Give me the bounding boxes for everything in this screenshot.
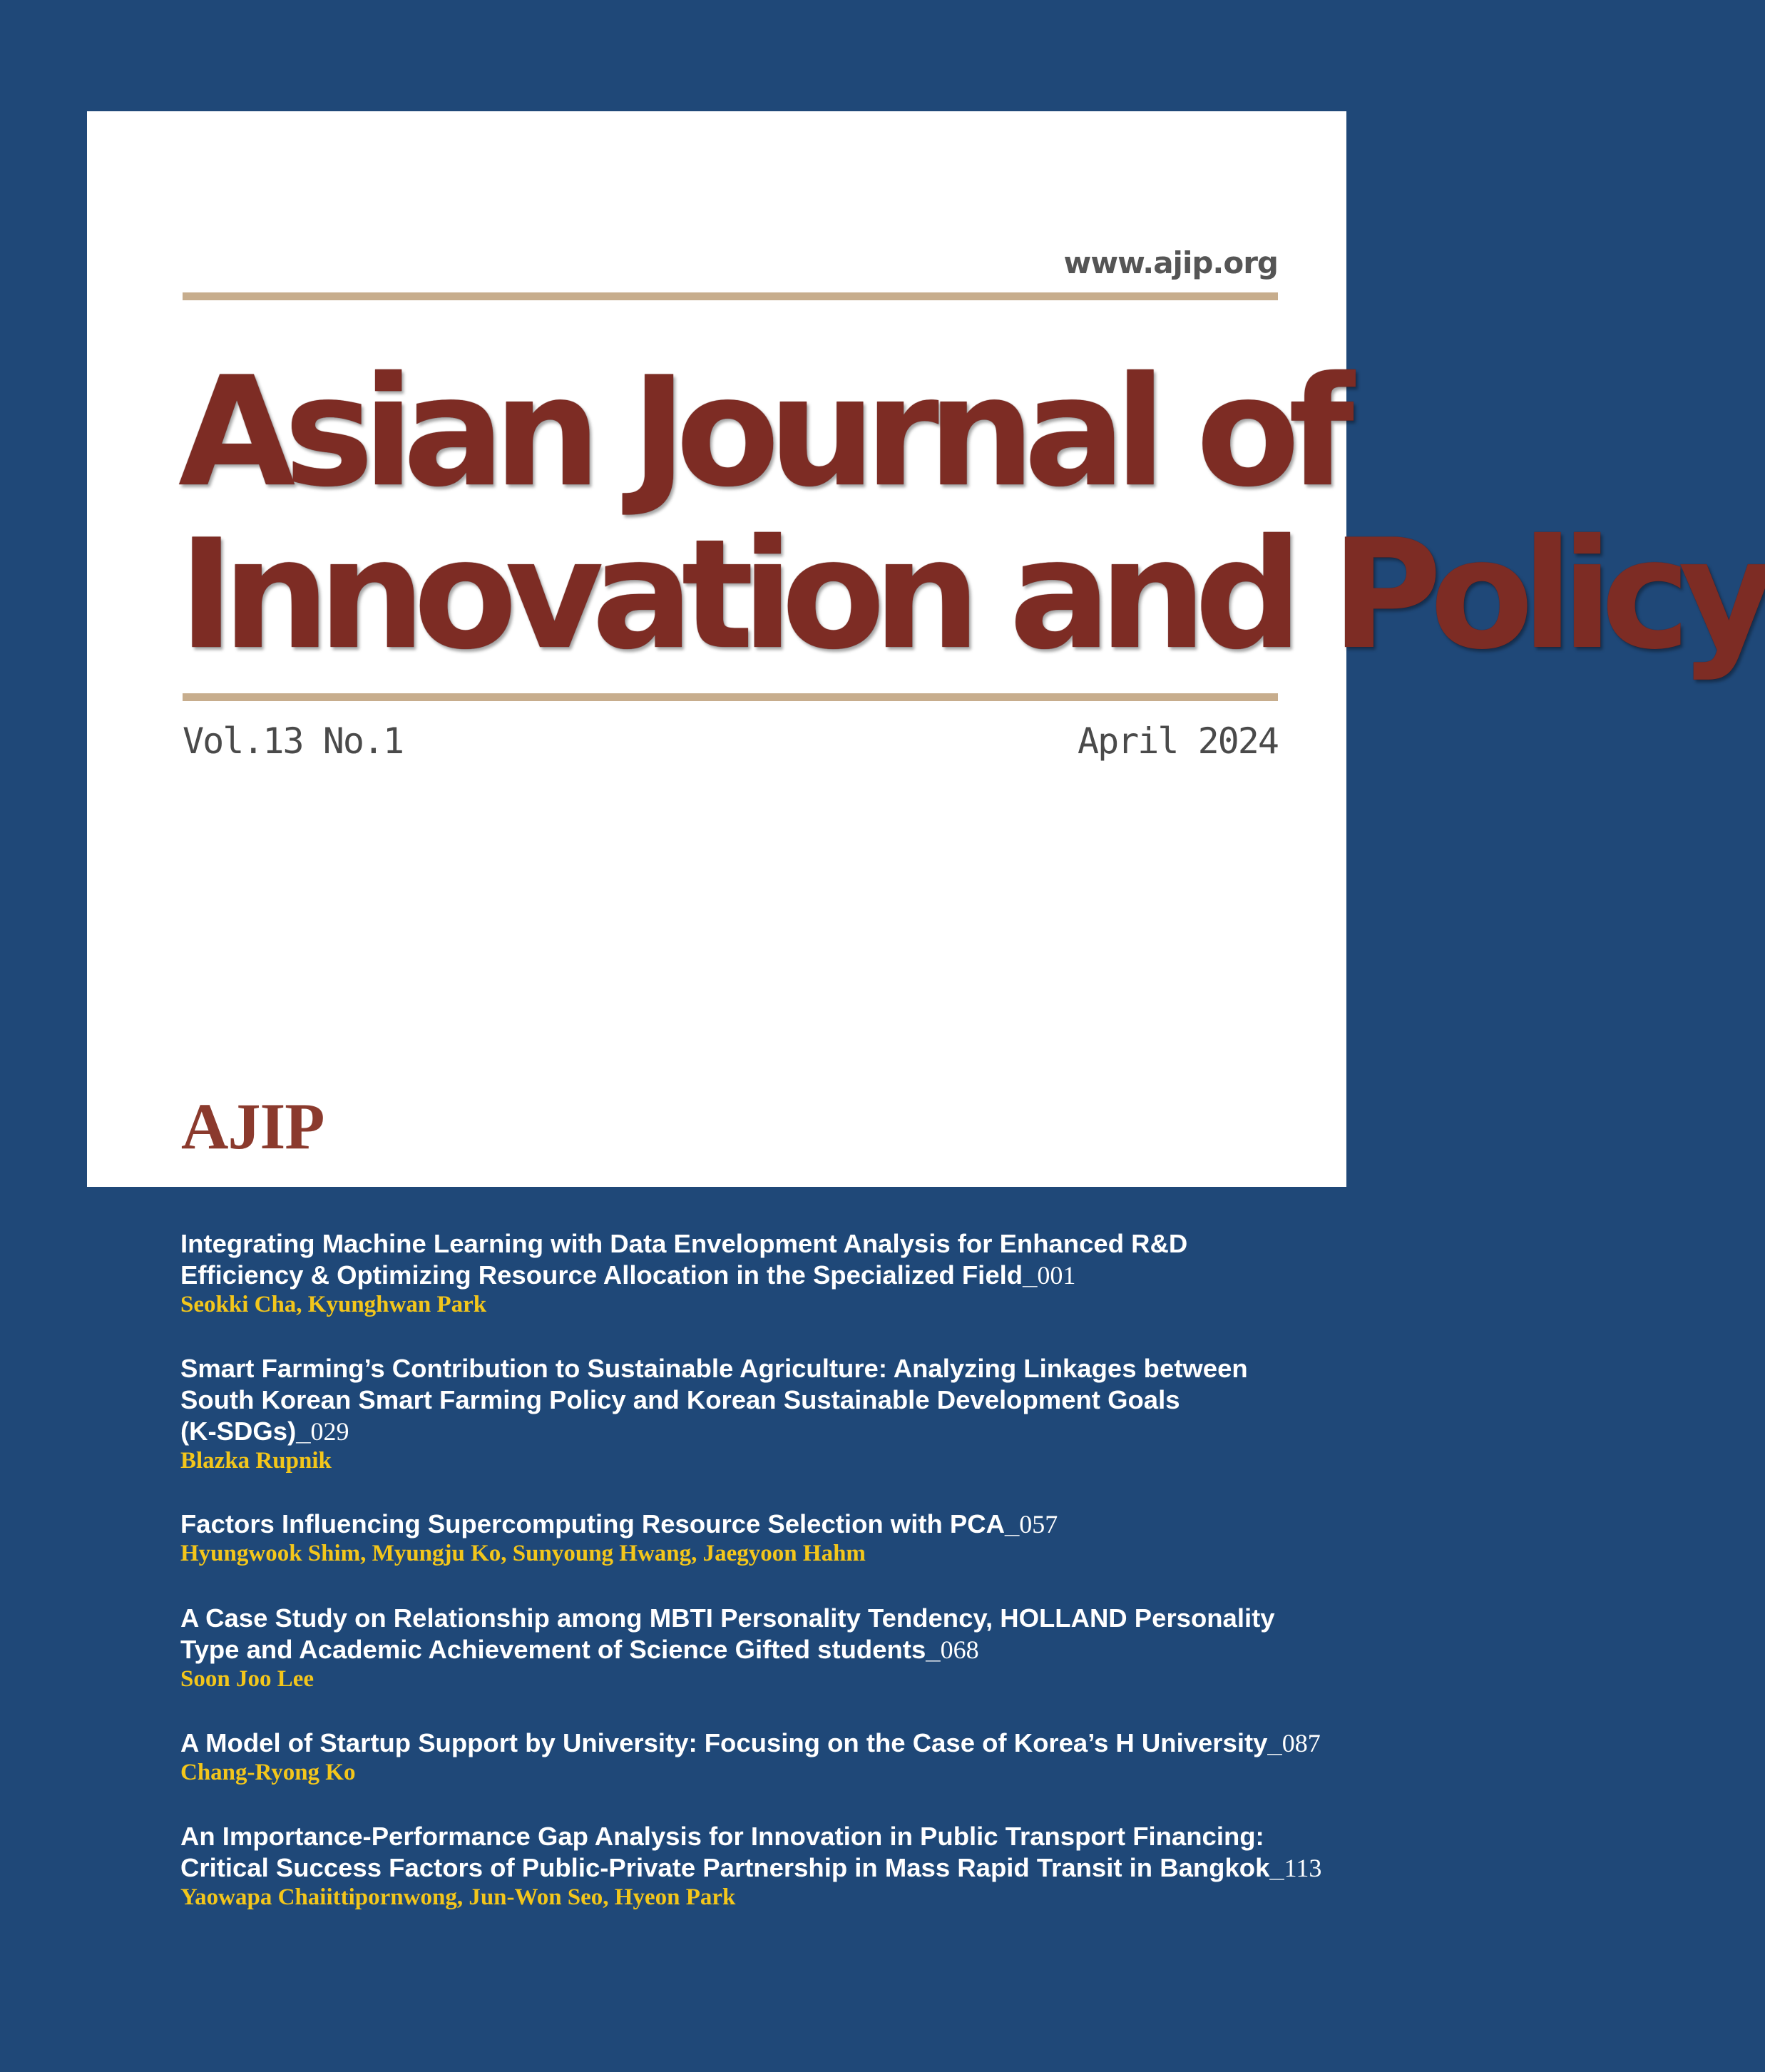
toc-title-text: (K-SDGs)_ xyxy=(180,1417,311,1446)
top-divider xyxy=(183,292,1278,300)
journal-title-line-2: Innovation and Policy xyxy=(178,506,1765,683)
toc-entry-authors: Hyungwook Shim, Myungju Ko, Sunyoung Hwang, Jaegyoon Hahm xyxy=(180,1541,866,1566)
toc-page-number: 087 xyxy=(1281,1729,1321,1757)
toc-page-number: 029 xyxy=(310,1417,349,1446)
journal-logo: AJIP xyxy=(181,1090,324,1163)
toc-entry xyxy=(180,1353,1393,1474)
toc-title-line: A Case Study on Relationship among MBTI Personality Tendency, HOLLAND Personality xyxy=(180,1603,1275,1633)
toc-title-line xyxy=(180,1852,1393,1884)
bottom-divider xyxy=(183,693,1278,701)
toc-entry xyxy=(180,1821,1393,1911)
journal-title-line-1: Asian Journal of xyxy=(178,344,1344,520)
toc-entry-title xyxy=(180,1727,1393,1759)
toc-title-text: Type and Academic Achievement of Science Gifted students_ xyxy=(180,1635,941,1664)
toc-entry-title xyxy=(180,1821,1393,1884)
toc-entry-authors: Chang-Ryong Ko xyxy=(180,1760,356,1785)
toc-title-line xyxy=(180,1634,1393,1665)
toc-title-text: Critical Success Factors of Public-Private Partnership in Mass Rapid Transit in Bangkok_ xyxy=(180,1853,1284,1882)
issue-date: April 2024 xyxy=(1077,720,1278,762)
toc-entry xyxy=(180,1509,1393,1567)
toc-entry xyxy=(180,1727,1393,1786)
toc-entry-authors: Seokki Cha, Kyunghwan Park xyxy=(180,1292,487,1317)
toc-title-line xyxy=(180,1260,1393,1291)
toc-title-line xyxy=(180,1416,1393,1447)
toc-title-line: Integrating Machine Learning with Data Envelopment Analysis for Enhanced R&D xyxy=(180,1229,1188,1258)
toc-title-line xyxy=(180,1727,1393,1759)
toc-title-text: Efficiency & Optimizing Resource Allocation in the Specialized Field_ xyxy=(180,1260,1038,1290)
toc-entry-title xyxy=(180,1509,1393,1540)
toc-entry-title xyxy=(180,1228,1393,1291)
toc-title-line: South Korean Smart Farming Policy and Korean Sustainable Development Goals xyxy=(180,1385,1180,1414)
journal-website: www.ajip.org xyxy=(1063,245,1278,280)
toc-entry xyxy=(180,1228,1393,1318)
toc-page-number: 057 xyxy=(1019,1510,1058,1538)
cover-panel xyxy=(87,111,1765,1187)
toc-title-line xyxy=(180,1509,1393,1540)
toc-title-line: Smart Farming’s Contribution to Sustainable Agriculture: Analyzing Linkages between xyxy=(180,1354,1248,1383)
toc-title-line: An Importance-Performance Gap Analysis for Innovation in Public Transport Financing: xyxy=(180,1822,1264,1851)
toc-title-text: Factors Influencing Supercomputing Resource Selection with PCA_ xyxy=(180,1509,1020,1538)
toc-title-text: A Model of Startup Support by University: Focusing on the Case of Korea’s H University_ xyxy=(180,1728,1282,1757)
toc-entry-authors: Yaowapa Chaiittipornwong, Jun-Won Seo, Hyeon Park xyxy=(180,1884,736,1910)
toc-page-number: 068 xyxy=(940,1635,979,1664)
toc-entry-title xyxy=(180,1603,1393,1665)
toc-entry-authors: Blazka Rupnik xyxy=(180,1448,332,1474)
toc-page-number: 001 xyxy=(1037,1261,1076,1290)
toc-entry-title xyxy=(180,1353,1393,1447)
toc-page-number: 113 xyxy=(1284,1854,1322,1882)
toc-entry-authors: Soon Joo Lee xyxy=(180,1666,314,1692)
volume-number: Vol.13 No.1 xyxy=(183,720,404,762)
toc-entry xyxy=(180,1603,1393,1693)
